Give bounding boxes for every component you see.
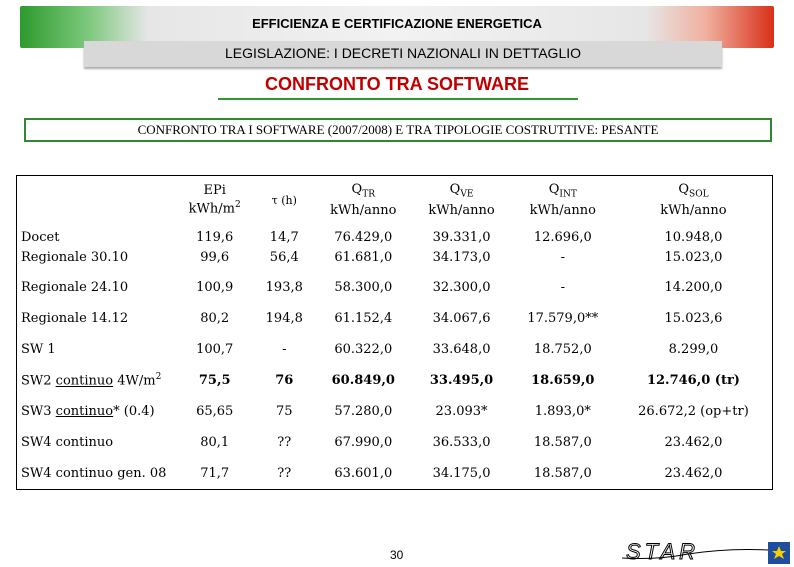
row-label: Regionale 24.10 — [21, 280, 129, 295]
cell: 65,65 — [196, 404, 234, 419]
subheader-bar — [84, 41, 722, 67]
header-empty — [17, 176, 176, 225]
cell: 100,7 — [196, 342, 234, 357]
table-row — [17, 396, 773, 427]
cell: 76 — [275, 373, 294, 388]
cell: ?? — [277, 466, 292, 481]
cell: 36.533,0 — [432, 435, 491, 450]
cell: 39.331,0 34.173,0 — [432, 230, 491, 265]
table-row — [17, 303, 773, 334]
cell: 14,7 56,4 — [269, 230, 299, 265]
cell: 58.300,0 — [334, 280, 393, 295]
table-row — [17, 334, 773, 365]
subheader-title: LEGISLAZIONE: I DECRETI NAZIONALI IN DETTAGLIO — [224, 45, 582, 61]
page-number: 30 — [390, 548, 404, 562]
row-label: SW4 continuo — [21, 435, 114, 450]
cell: 57.280,0 — [334, 404, 393, 419]
cell: 10.948,0 15.023,0 — [664, 230, 723, 265]
cell: 193,8 — [265, 280, 303, 295]
cell: 75 — [276, 404, 293, 419]
table-header-row — [17, 176, 773, 225]
cell: ?? — [277, 435, 292, 450]
header-qtr: $Q_{TR}$ kWh/anno — [330, 182, 397, 218]
table-row — [17, 427, 773, 458]
header-title: EFFICIENZA E CERTIFICAZIONE ENERGETICA — [252, 16, 542, 31]
cell: 8.299,0 — [668, 342, 719, 357]
cell: 100,9 — [196, 280, 234, 295]
header-epi: EPi kWh/$m^2$ — [188, 183, 241, 217]
cell: 18.659,0 — [531, 373, 595, 388]
cell: 194,8 — [265, 311, 303, 326]
table-row — [17, 365, 773, 396]
cell: 14.200,0 — [664, 280, 723, 295]
row-label: SW4 continuo gen. 08 — [21, 466, 167, 481]
cell: 60.849,0 — [331, 373, 395, 388]
cell: 33.648,0 — [432, 342, 491, 357]
cell: 61.152,4 — [334, 311, 393, 326]
section-underline — [218, 98, 578, 100]
table-row — [17, 272, 773, 303]
table-row — [17, 458, 773, 490]
cell: 71,7 — [200, 466, 230, 481]
header-qve: $Q_{VE}$ kWh/anno — [428, 182, 495, 218]
cell: 12.746,0 (tr) — [646, 373, 740, 388]
cell: 18.752,0 — [533, 342, 592, 357]
row-label: Regionale 14.12 — [21, 311, 129, 326]
cell: 63.601,0 — [334, 466, 393, 481]
svg-text:STAR: STAR — [626, 539, 700, 564]
cell: 1.893,0* — [534, 404, 591, 419]
cell: 119,6 99,6 — [196, 230, 234, 265]
cell: 23.462,0 — [664, 466, 723, 481]
cell: 18.587,0 — [533, 435, 592, 450]
row-label: Docet Regionale 30.10 — [21, 230, 129, 265]
cell: 75,5 — [198, 373, 231, 388]
row-label: SW3 continuo* (0.4) — [21, 404, 155, 419]
comparison-table — [16, 175, 773, 490]
cell: 23.462,0 — [664, 435, 723, 450]
table-row — [17, 224, 773, 272]
cell: 23.093* — [435, 404, 488, 419]
cell: 76.429,0 61.681,0 — [334, 230, 393, 265]
cell: 33.495,0 — [429, 373, 494, 388]
cell: 18.587,0 — [533, 466, 592, 481]
cell: - — [560, 280, 565, 295]
cell: 80,1 — [200, 435, 230, 450]
row-label: SW2 continuo $4W/m^2$ — [21, 372, 162, 389]
cell: 17.579,0** — [527, 311, 599, 326]
header-tau: τ (h) — [271, 193, 297, 207]
cell: 32.300,0 — [432, 280, 491, 295]
cell: 12.696,0 - — [533, 230, 592, 265]
cell: 67.990,0 — [334, 435, 393, 450]
subtitle-box: CONFRONTO TRA I SOFTWARE (2007/2008) E TRA TIPOLOGIE COSTRUTTIVE: PESANTE — [24, 118, 772, 142]
header-qint: $Q_{INT}$ kWh/anno — [529, 182, 596, 218]
cell: 80,2 — [200, 311, 230, 326]
cell: - — [282, 342, 287, 357]
cell: 34.067,6 — [432, 311, 491, 326]
cell: 15.023,6 — [664, 311, 723, 326]
cell: 60.322,0 — [334, 342, 393, 357]
cell: 34.175,0 — [432, 466, 491, 481]
header-qsol: $Q_{SOL}$ kWh/anno — [660, 182, 727, 218]
star-logo — [618, 538, 794, 566]
cell: 26.672,2 (op+tr) — [638, 404, 749, 419]
section-title: CONFRONTO TRA SOFTWARE — [265, 74, 529, 94]
row-label: SW 1 — [21, 342, 56, 357]
